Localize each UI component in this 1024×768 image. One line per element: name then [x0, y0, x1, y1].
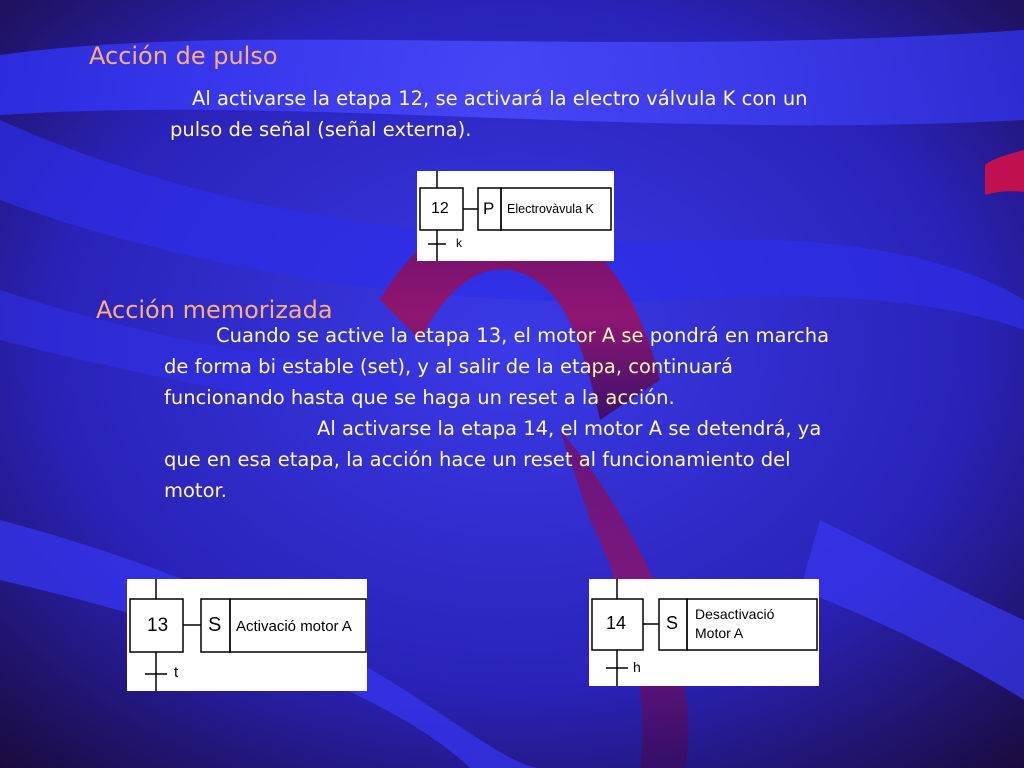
- action-label-line-2: Motor A: [695, 625, 744, 641]
- section-pulse-action-heading: Acción de pulso: [89, 42, 278, 70]
- step-number: 14: [606, 613, 627, 633]
- transition-condition: h: [633, 659, 641, 675]
- action-qualifier: S: [666, 613, 679, 633]
- action-label-line-1: Desactivació: [695, 606, 775, 622]
- text-line: que en esa etapa, la acción hace un reset al funcionamiento del: [164, 448, 791, 471]
- text-line: Cuando se active la etapa 13, el motor A se pondrá en marcha: [216, 324, 830, 347]
- text-line: Al activarse la etapa 12, se activará la electro válvula K con un: [192, 87, 808, 110]
- action-qualifier: S: [208, 614, 222, 636]
- grafcet-diagram-step-14: [589, 579, 819, 686]
- action-qualifier: P: [483, 199, 495, 218]
- text-line: funcionando hasta que se haga un reset a la acción.: [164, 386, 675, 409]
- section-pulse-action-text: [170, 83, 808, 145]
- text-line: pulso de señal (señal externa).: [170, 118, 472, 141]
- transition-condition: t: [174, 664, 179, 681]
- action-label: Activació motor A: [236, 618, 352, 635]
- text-line: de forma bi estable (set), y al salir de la etapa, continuará: [164, 355, 733, 378]
- section-memorized-action-heading: Acción memorizada: [96, 296, 333, 324]
- grafcet-diagram-step-13: [127, 579, 367, 691]
- section-memorized-action-text: [164, 320, 829, 506]
- transition-condition: k: [456, 236, 462, 250]
- text-line: Al activarse la etapa 14, el motor A se detendrá, ya: [317, 417, 822, 440]
- text-line: motor.: [164, 479, 227, 502]
- step-number: 12: [431, 200, 449, 217]
- step-number: 13: [147, 615, 169, 636]
- action-label: Electrovàvula K: [507, 202, 594, 216]
- grafcet-diagram-step-12: [417, 171, 614, 261]
